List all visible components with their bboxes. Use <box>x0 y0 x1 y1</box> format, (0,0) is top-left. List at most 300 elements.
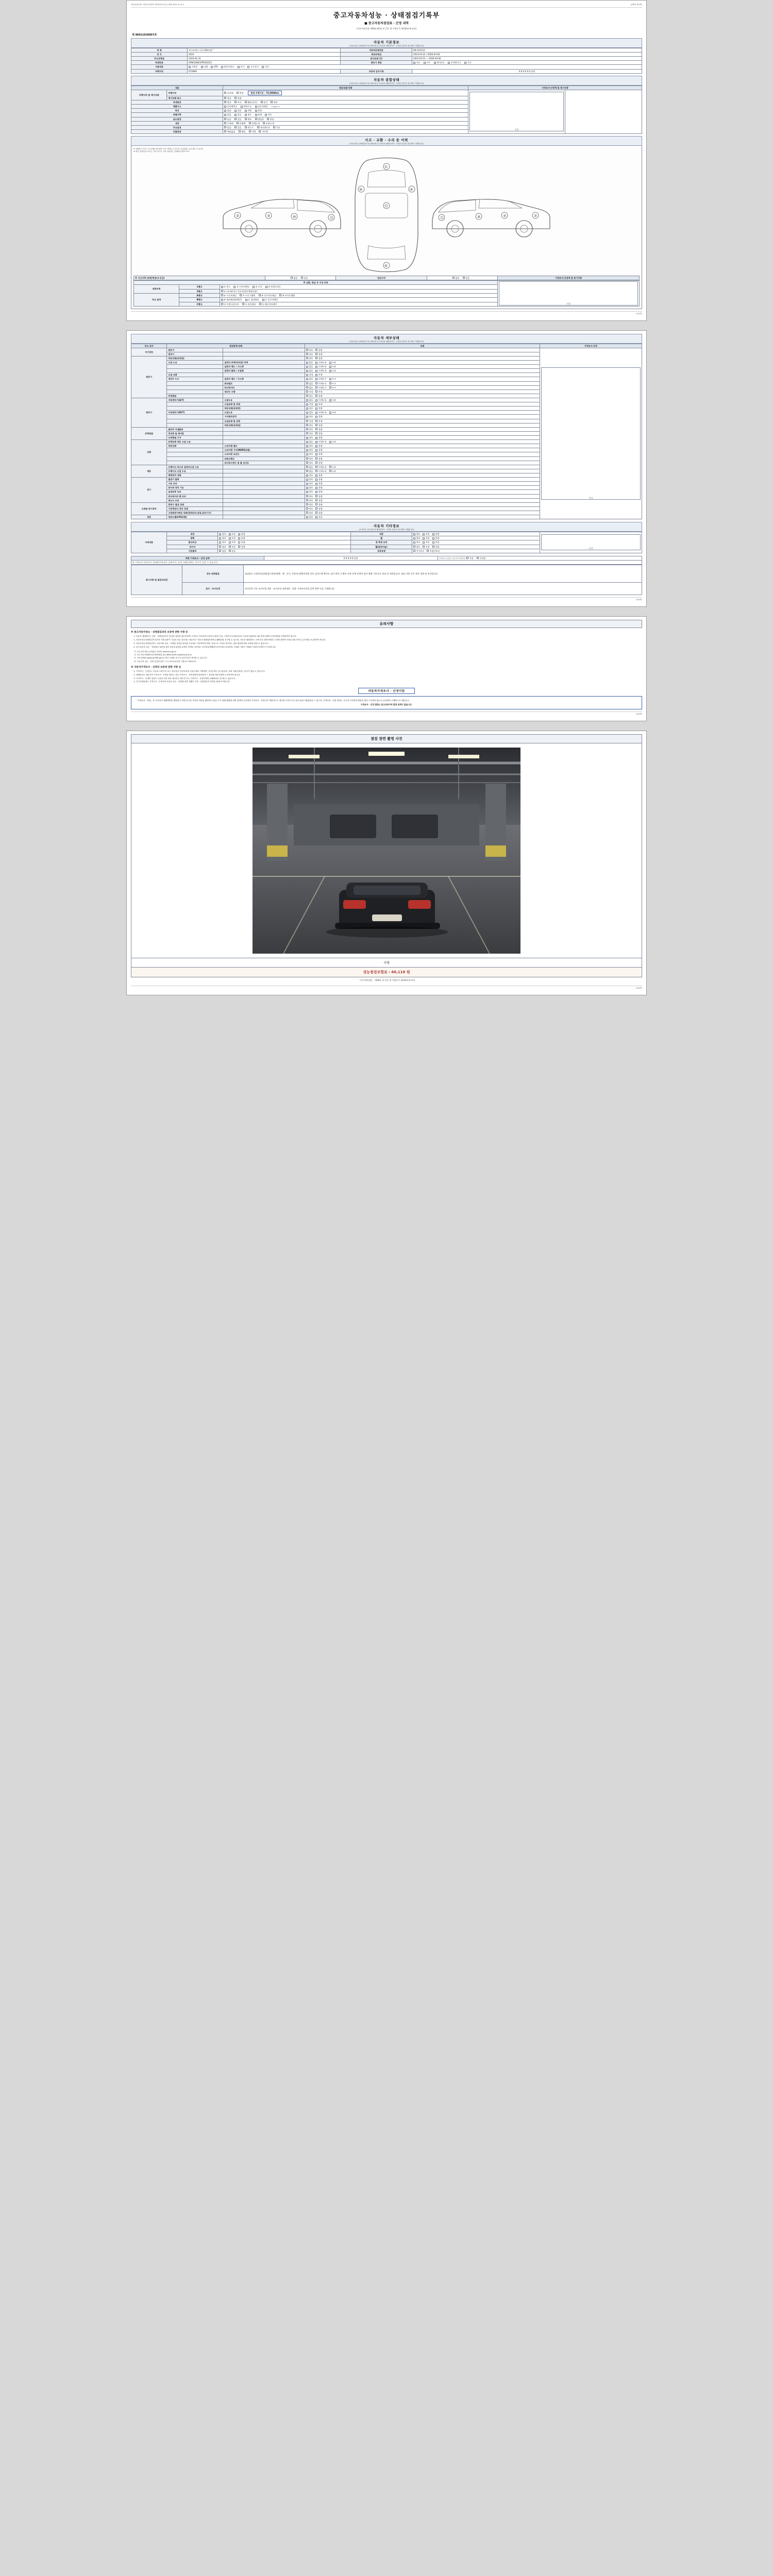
checkbox-icon[interactable] <box>237 122 239 124</box>
detail-option[interactable] <box>315 403 322 405</box>
checkbox-icon[interactable] <box>306 424 308 426</box>
detail-option[interactable] <box>329 399 336 401</box>
checkbox-icon[interactable] <box>221 66 223 68</box>
fuel-option-hybrid[interactable] <box>221 65 234 68</box>
detail-option[interactable] <box>306 499 313 502</box>
detail-option[interactable] <box>306 457 313 460</box>
detail-option[interactable] <box>306 478 313 481</box>
detail-option[interactable] <box>315 357 322 360</box>
apply-option-no[interactable]: 미적용 <box>477 557 485 560</box>
checkbox-icon[interactable] <box>315 424 317 426</box>
other-option[interactable] <box>238 541 245 544</box>
checkbox-icon[interactable] <box>219 550 221 552</box>
special-option-yes[interactable] <box>234 113 241 116</box>
checkbox-icon[interactable] <box>315 416 317 418</box>
detail-option[interactable] <box>315 490 322 493</box>
vin-option-altered[interactable] <box>271 101 277 104</box>
checkbox-icon[interactable] <box>306 412 308 414</box>
detail-option[interactable] <box>329 361 336 364</box>
checkbox-icon[interactable] <box>306 382 308 384</box>
checkbox-icon[interactable] <box>211 66 213 68</box>
cluster-option-bad[interactable] <box>234 97 241 99</box>
checkbox-icon[interactable] <box>315 362 317 364</box>
checkbox-icon[interactable] <box>306 399 308 401</box>
checkbox-icon[interactable] <box>242 303 244 305</box>
other-option[interactable] <box>219 533 226 535</box>
detail-option[interactable] <box>315 353 322 355</box>
checkbox-icon[interactable] <box>306 386 308 388</box>
detail-option[interactable] <box>315 440 326 443</box>
checkbox-icon[interactable] <box>221 290 223 292</box>
checkbox-icon[interactable] <box>432 533 434 535</box>
detail-option[interactable] <box>306 490 313 493</box>
checkbox-icon[interactable] <box>329 466 331 468</box>
part-floor-panel[interactable]: ⑫ 플로어패널 <box>262 298 278 301</box>
checkbox-icon[interactable] <box>247 66 249 68</box>
checkbox-icon[interactable] <box>423 537 425 539</box>
part-front-panel[interactable]: ⑥ 프론트패널 <box>221 294 237 297</box>
checkbox-icon[interactable] <box>329 441 331 443</box>
checkbox-icon[interactable] <box>315 449 317 451</box>
detail-option[interactable] <box>306 482 313 485</box>
part-rear-panel[interactable]: ⑭ 리어패널 <box>242 303 256 306</box>
checkbox-icon[interactable] <box>315 349 317 351</box>
tuning-option-yes[interactable] <box>234 109 241 112</box>
detail-option[interactable] <box>315 503 322 506</box>
detail-option[interactable] <box>329 369 336 372</box>
detail-option[interactable] <box>306 420 313 422</box>
checkbox-icon[interactable] <box>329 382 331 384</box>
checkbox-icon[interactable] <box>229 541 231 544</box>
checkbox-icon[interactable] <box>229 546 231 548</box>
checkbox-icon[interactable] <box>291 277 293 279</box>
detail-option[interactable] <box>329 470 336 472</box>
checkbox-icon[interactable] <box>432 537 434 539</box>
detail-option[interactable] <box>306 495 313 498</box>
detail-option[interactable] <box>315 499 322 502</box>
part-dash-panel[interactable]: ⑪ 대쉬패널 <box>245 298 259 301</box>
detail-option[interactable] <box>306 411 313 414</box>
checkbox-icon[interactable] <box>329 378 331 380</box>
options-option-none[interactable] <box>224 126 231 129</box>
checkbox-icon[interactable] <box>315 437 317 439</box>
detail-option[interactable] <box>315 449 322 451</box>
cluster-option-good[interactable] <box>224 97 231 99</box>
checkbox-icon[interactable] <box>306 353 308 355</box>
checkbox-icon[interactable] <box>255 114 257 116</box>
other-option[interactable] <box>413 541 420 544</box>
other-option[interactable] <box>238 533 245 535</box>
checkbox-icon[interactable] <box>234 110 237 112</box>
detail-option[interactable] <box>315 428 322 431</box>
checkbox-icon[interactable] <box>413 546 415 548</box>
detail-option[interactable] <box>306 382 313 385</box>
vin-option-damage[interactable] <box>245 101 258 104</box>
part-inside-panel[interactable]: ⑧ 인사이드패널 <box>259 294 276 297</box>
checkbox-icon[interactable] <box>306 391 308 393</box>
repair-option-none[interactable] <box>452 277 459 279</box>
checkbox-icon[interactable] <box>238 541 240 544</box>
checkbox-icon[interactable] <box>229 533 231 535</box>
checkbox-icon[interactable] <box>306 403 308 405</box>
checkbox-icon[interactable] <box>245 299 247 301</box>
checkbox-icon[interactable] <box>259 303 261 305</box>
checkbox-icon[interactable] <box>315 378 317 380</box>
detail-option[interactable] <box>315 462 322 464</box>
checkbox-icon[interactable] <box>427 550 429 552</box>
detail-option[interactable] <box>306 470 313 472</box>
detail-option[interactable] <box>329 466 336 468</box>
mileage-option-changed[interactable] <box>237 92 243 94</box>
detail-option[interactable] <box>315 349 322 351</box>
color-option-achromatic[interactable] <box>224 122 233 125</box>
transmission-option-manual[interactable] <box>424 61 430 64</box>
detail-option[interactable] <box>315 482 322 485</box>
checkbox-icon[interactable] <box>315 474 317 477</box>
checkbox-icon[interactable] <box>315 391 317 393</box>
checkbox-icon[interactable] <box>249 130 251 132</box>
checkbox-icon[interactable] <box>432 541 434 544</box>
checkbox-icon[interactable] <box>315 507 317 510</box>
detail-option[interactable] <box>306 357 313 360</box>
checkbox-icon[interactable] <box>249 122 251 124</box>
detail-option[interactable] <box>306 353 313 355</box>
other-option[interactable] <box>229 541 236 544</box>
detail-option[interactable] <box>306 507 313 510</box>
checkbox-icon[interactable] <box>315 366 317 368</box>
fuel-option-other[interactable] <box>262 65 268 68</box>
checkbox-icon[interactable] <box>329 470 331 472</box>
checkbox-icon[interactable] <box>315 479 317 481</box>
checkbox-icon[interactable] <box>315 399 317 401</box>
checkbox-icon[interactable] <box>238 533 240 535</box>
detail-option[interactable] <box>315 470 326 472</box>
checkbox-icon[interactable] <box>315 457 317 460</box>
checkbox-icon[interactable] <box>273 126 275 128</box>
checkbox-icon[interactable] <box>238 546 240 548</box>
checkbox-icon[interactable] <box>301 277 303 279</box>
accident-option-none[interactable] <box>291 277 297 279</box>
mileage-option-actual[interactable] <box>224 92 233 94</box>
checkbox-icon[interactable] <box>201 66 203 68</box>
checkbox-icon[interactable] <box>423 541 425 544</box>
checkbox-icon[interactable] <box>306 495 308 497</box>
special-option-flood[interactable] <box>245 113 251 116</box>
detail-option[interactable] <box>315 365 326 368</box>
checkbox-icon[interactable] <box>234 118 237 120</box>
checkbox-icon[interactable] <box>329 386 331 388</box>
checkbox-icon[interactable] <box>306 374 308 376</box>
detail-option[interactable] <box>315 516 322 518</box>
checkbox-icon[interactable] <box>315 408 317 410</box>
checkbox-icon[interactable] <box>224 130 226 132</box>
checkbox-icon[interactable] <box>306 349 308 351</box>
checkbox-icon[interactable] <box>315 512 317 514</box>
checkbox-icon[interactable] <box>221 299 223 301</box>
checkbox-icon[interactable] <box>306 487 308 489</box>
detail-option[interactable] <box>306 365 313 368</box>
detail-option[interactable] <box>329 382 336 385</box>
detail-option[interactable] <box>315 420 322 422</box>
checkbox-icon[interactable] <box>239 130 241 132</box>
checkbox-icon[interactable] <box>219 533 221 535</box>
part-side-member[interactable]: ⑨ 사이드멤버 <box>279 294 295 297</box>
detail-option[interactable] <box>306 369 313 372</box>
checkbox-icon[interactable] <box>329 370 331 372</box>
detail-option[interactable] <box>306 503 313 506</box>
detail-option[interactable] <box>315 369 326 372</box>
checkbox-icon[interactable] <box>306 483 308 485</box>
checkbox-icon[interactable] <box>219 537 221 539</box>
detail-option[interactable] <box>329 411 336 414</box>
checkbox-icon[interactable] <box>306 516 308 518</box>
part-pillar-panel[interactable]: ⑩ 필러패널(A,B,C) <box>221 298 242 301</box>
checkbox-icon[interactable] <box>315 503 317 505</box>
detail-option[interactable] <box>306 424 313 427</box>
detail-option[interactable] <box>306 512 313 514</box>
checkbox-icon[interactable] <box>466 557 468 559</box>
detail-option[interactable] <box>306 361 313 364</box>
detail-option[interactable] <box>306 440 313 443</box>
fuel-option-lpg[interactable] <box>211 65 217 68</box>
detail-option[interactable] <box>306 462 313 464</box>
other-option[interactable] <box>229 537 236 539</box>
detail-option[interactable] <box>306 403 313 405</box>
part-radiator-support[interactable]: ⑤ 라디에이터 서포트(볼트체결부품) <box>221 290 257 293</box>
checkbox-icon[interactable] <box>224 118 226 120</box>
detail-option[interactable] <box>315 486 322 489</box>
checkbox-icon[interactable] <box>224 97 226 99</box>
part-cross-member[interactable]: ⑦ 크로스멤버 <box>240 294 255 297</box>
detail-option[interactable] <box>315 407 322 410</box>
checkbox-icon[interactable] <box>315 353 317 355</box>
detail-option[interactable] <box>306 516 313 518</box>
checkbox-icon[interactable] <box>257 126 259 128</box>
checkbox-icon[interactable] <box>315 370 317 372</box>
special-option-total-loss[interactable] <box>265 113 272 116</box>
checkbox-icon[interactable] <box>306 408 308 410</box>
checkbox-icon[interactable] <box>306 357 308 359</box>
checkbox-icon[interactable] <box>306 441 308 443</box>
detail-option[interactable] <box>315 432 322 435</box>
checkbox-icon[interactable] <box>315 516 317 518</box>
other-option[interactable] <box>229 550 236 552</box>
detail-option[interactable] <box>315 399 326 401</box>
detail-option[interactable] <box>329 365 336 368</box>
other-option[interactable] <box>432 537 439 539</box>
other-option[interactable] <box>423 541 429 544</box>
checkbox-icon[interactable] <box>315 382 317 384</box>
checkbox-icon[interactable] <box>413 533 415 535</box>
other-option[interactable] <box>413 533 420 535</box>
other-option[interactable] <box>427 550 440 552</box>
emission-option-nox[interactable] <box>255 105 268 108</box>
checkbox-icon[interactable] <box>329 412 331 414</box>
detail-option[interactable] <box>306 349 313 351</box>
checkbox-icon[interactable] <box>221 294 223 296</box>
usage-option-none[interactable] <box>224 118 231 121</box>
transmission-option-semi[interactable] <box>434 61 445 64</box>
checkbox-icon[interactable] <box>315 428 317 430</box>
checkbox-icon[interactable] <box>329 399 331 401</box>
other-option[interactable] <box>423 533 429 535</box>
checkbox-icon[interactable] <box>234 101 237 103</box>
checkbox-icon[interactable] <box>224 126 226 128</box>
checkbox-icon[interactable] <box>189 66 191 68</box>
checkbox-icon[interactable] <box>432 546 434 548</box>
recall-option-na[interactable] <box>224 130 235 133</box>
detail-option[interactable] <box>315 424 322 427</box>
detail-option[interactable] <box>306 399 313 401</box>
checkbox-icon[interactable] <box>452 277 455 279</box>
part-front-fender[interactable]: ② 프론트펜더 <box>233 285 249 288</box>
checkbox-icon[interactable] <box>306 370 308 372</box>
checkbox-icon[interactable] <box>315 499 317 501</box>
checkbox-icon[interactable] <box>315 395 317 397</box>
part-trunk-floor[interactable]: ⑬ 트렁크플로어 <box>221 303 239 306</box>
tuning-option-none[interactable] <box>224 109 231 112</box>
checkbox-icon[interactable] <box>262 66 264 68</box>
emission-option-co[interactable] <box>224 105 237 108</box>
checkbox-icon[interactable] <box>234 126 237 128</box>
checkbox-icon[interactable] <box>315 466 317 468</box>
repair-option-yes[interactable] <box>463 277 469 279</box>
detail-option[interactable] <box>329 386 336 389</box>
other-option[interactable] <box>219 541 226 544</box>
fuel-option-gasoline[interactable] <box>189 65 197 68</box>
checkbox-icon[interactable] <box>306 416 308 418</box>
checkbox-icon[interactable] <box>229 537 231 539</box>
detail-option[interactable] <box>306 386 313 389</box>
detail-option[interactable] <box>315 361 326 364</box>
checkbox-icon[interactable] <box>463 277 465 279</box>
checkbox-icon[interactable] <box>306 512 308 514</box>
checkbox-icon[interactable] <box>315 453 317 455</box>
detail-option[interactable] <box>306 374 313 376</box>
detail-option[interactable] <box>306 395 313 397</box>
detail-option[interactable] <box>306 453 313 455</box>
checkbox-icon[interactable] <box>241 106 243 108</box>
detail-option[interactable] <box>306 407 313 410</box>
fuel-option-diesel[interactable] <box>201 65 208 68</box>
detail-option[interactable] <box>306 449 313 451</box>
checkbox-icon[interactable] <box>315 412 317 414</box>
checkbox-icon[interactable] <box>265 114 267 116</box>
checkbox-icon[interactable] <box>245 110 247 112</box>
detail-option[interactable] <box>315 478 322 481</box>
checkbox-icon[interactable] <box>259 294 261 296</box>
checkbox-icon[interactable] <box>329 362 331 364</box>
other-option[interactable] <box>413 537 420 539</box>
checkbox-icon[interactable] <box>245 101 247 103</box>
options-option-yes[interactable] <box>234 126 241 129</box>
checkbox-icon[interactable] <box>306 457 308 460</box>
recall-option-not-done[interactable] <box>259 130 267 133</box>
other-option[interactable] <box>413 550 424 552</box>
checkbox-icon[interactable] <box>267 118 269 120</box>
options-option-other[interactable] <box>273 126 280 129</box>
other-option[interactable] <box>423 546 429 548</box>
other-option[interactable] <box>413 546 420 548</box>
other-option[interactable] <box>229 546 236 548</box>
checkbox-icon[interactable] <box>315 374 317 376</box>
detail-option[interactable] <box>315 457 322 460</box>
checkbox-icon[interactable] <box>224 114 226 116</box>
checkbox-icon[interactable] <box>306 449 308 451</box>
checkbox-icon[interactable] <box>224 122 226 124</box>
checkbox-icon[interactable] <box>306 432 308 434</box>
checkbox-icon[interactable] <box>263 122 265 124</box>
usage-option-yes[interactable] <box>234 118 241 121</box>
checkbox-icon[interactable] <box>315 357 317 359</box>
other-option[interactable] <box>219 550 226 552</box>
special-option-none[interactable] <box>224 113 231 116</box>
detail-option[interactable] <box>315 378 326 380</box>
checkbox-icon[interactable] <box>255 106 257 108</box>
checkbox-icon[interactable] <box>315 470 317 472</box>
checkbox-icon[interactable] <box>262 299 264 301</box>
checkbox-icon[interactable] <box>229 550 231 552</box>
apply-option-yes[interactable]: 적용 <box>466 557 473 560</box>
checkbox-icon[interactable] <box>238 66 240 68</box>
checkbox-icon[interactable] <box>306 474 308 477</box>
detail-option[interactable] <box>306 445 313 447</box>
special-option-fire[interactable] <box>255 113 262 116</box>
accident-option-yes[interactable] <box>301 277 308 279</box>
checkbox-icon[interactable] <box>306 437 308 439</box>
checkbox-icon[interactable] <box>271 101 273 103</box>
fuel-option-electric[interactable] <box>238 65 244 68</box>
part-hood[interactable]: ① 후드 <box>221 285 230 288</box>
recall-option-applicable[interactable] <box>239 130 245 133</box>
other-option[interactable] <box>219 537 226 539</box>
checkbox-icon[interactable] <box>315 386 317 388</box>
detail-option[interactable] <box>315 411 326 414</box>
detail-option[interactable] <box>315 391 322 393</box>
checkbox-icon[interactable] <box>315 445 317 447</box>
checkbox-icon[interactable] <box>306 445 308 447</box>
checkbox-icon[interactable] <box>306 420 308 422</box>
recall-option-done[interactable] <box>249 130 256 133</box>
usage-option-rental[interactable] <box>245 118 251 121</box>
checkbox-icon[interactable] <box>306 395 308 397</box>
checkbox-icon[interactable] <box>245 126 247 128</box>
checkbox-icon[interactable] <box>306 503 308 505</box>
checkbox-icon[interactable] <box>423 533 425 535</box>
detail-option[interactable] <box>315 374 322 376</box>
checkbox-icon[interactable] <box>315 491 317 493</box>
detail-option[interactable] <box>329 378 336 380</box>
other-option[interactable] <box>432 546 439 548</box>
checkbox-icon[interactable] <box>464 62 466 64</box>
checkbox-icon[interactable] <box>245 114 247 116</box>
options-option-sunroof[interactable] <box>245 126 254 129</box>
other-option[interactable] <box>432 541 439 544</box>
checkbox-icon[interactable] <box>261 101 263 103</box>
tuning-option-legal[interactable] <box>245 109 251 112</box>
checkbox-icon[interactable] <box>315 462 317 464</box>
checkbox-icon[interactable] <box>245 118 247 120</box>
detail-option[interactable] <box>315 436 322 439</box>
detail-option[interactable] <box>306 432 313 435</box>
detail-option[interactable] <box>306 436 313 439</box>
detail-option[interactable] <box>315 382 326 385</box>
detail-option[interactable] <box>315 453 322 455</box>
checkbox-icon[interactable] <box>221 286 223 288</box>
checkbox-icon[interactable] <box>329 366 331 368</box>
options-option-navigation[interactable] <box>257 126 270 129</box>
detail-option[interactable] <box>306 391 313 393</box>
